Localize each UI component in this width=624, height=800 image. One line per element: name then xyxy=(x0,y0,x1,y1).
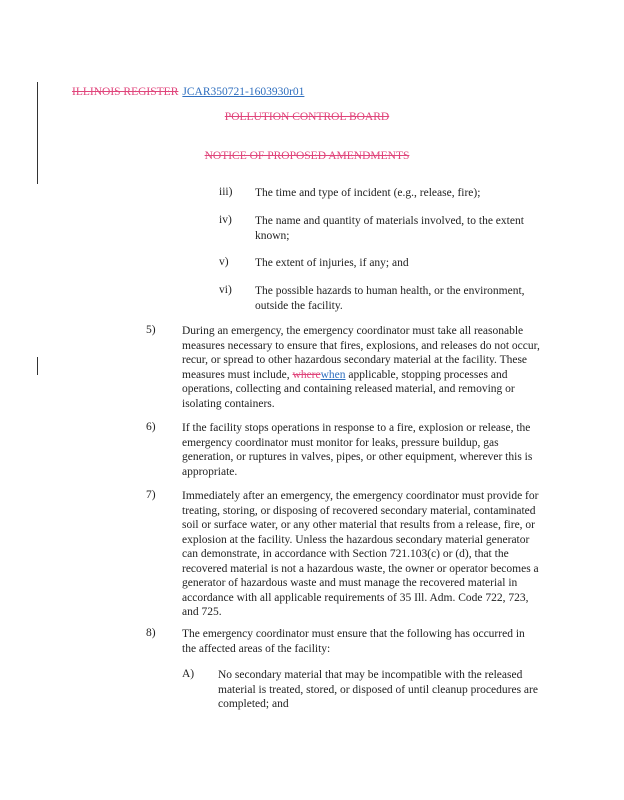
item-text: Immediately after an emergency, the emergency coordinator must provide for treating, storing, or disposing of recovered secondary material, contaminated soil or surface water, or any other material that results from a release, fire, or explosion at the facility. Unless the hazardous secondary material generator can demonstrate, in accordance with Section 721.103(c) or (d), that the recovered material is not a hazardous waste, the owner or operator becomes a generator of hazardous waste and must manage the recovered material in accordance with all applicable requirements of 35 Ill. Adm. Code 722, 723, and 725. xyxy=(182,490,539,618)
revision-bar-middle xyxy=(37,357,38,375)
sub-item-number: vi) xyxy=(219,284,232,296)
sub-item-number: iv) xyxy=(219,214,232,226)
item-number: 8) xyxy=(146,627,156,639)
deleted-word: where xyxy=(292,368,321,381)
sub-item-text: The extent of injuries, if any; and xyxy=(255,257,409,269)
item-number: 5) xyxy=(146,324,156,336)
item-text: If the facility stops operations in response to a fire, explosion or release, the emergency coordinator must monitor for leaks, pressure buildup, gas generation, or ruptures in valves, pipes, or other equipment, wherever this is appropriate. xyxy=(182,422,533,478)
board-header xyxy=(0,111,614,123)
register-header-deleted: ILLINOIS REGISTER xyxy=(72,86,179,98)
inserted-word: when xyxy=(320,368,346,381)
sub-item-number: v) xyxy=(219,256,229,268)
sub-item-number: A) xyxy=(182,668,195,680)
sub-item-number: iii) xyxy=(219,186,233,198)
register-header xyxy=(72,86,304,98)
notice-header-deleted: NOTICE OF PROPOSED AMENDMENTS xyxy=(204,150,410,162)
notice-header xyxy=(0,150,614,162)
item-number: 7) xyxy=(146,489,156,501)
register-header-inserted: JCAR350721-1603930r01 xyxy=(182,86,305,98)
item-text: The emergency coordinator must ensure that the following has occurred in the affected areas of the facility: xyxy=(182,628,525,655)
item-text: During an emergency, the emergency coordinator must take all reasonable measures necessary to ensure that fires, explosions, and releases do not occur, recur, or spread to other hazardous secondary material at the facility. These measures must include, wherewhen applicable, stopping processes and operations, collecting and containing released material, and removing or isolating containers. xyxy=(182,325,540,410)
sub-item-text: The possible hazards to human health, or the environment, outside the facility. xyxy=(255,285,525,312)
sub-item-text: No secondary material that may be incompatible with the released material is treated, stored, or disposed of until cleanup procedures are completed; and xyxy=(218,669,538,710)
sub-item-text: The time and type of incident (e.g., release, fire); xyxy=(255,187,481,199)
item-number: 6) xyxy=(146,421,156,433)
sub-item-text: The name and quantity of materials involved, to the extent known; xyxy=(255,215,524,242)
revision-bar-top xyxy=(37,82,38,184)
board-header-deleted: POLLUTION CONTROL BOARD xyxy=(224,111,390,123)
